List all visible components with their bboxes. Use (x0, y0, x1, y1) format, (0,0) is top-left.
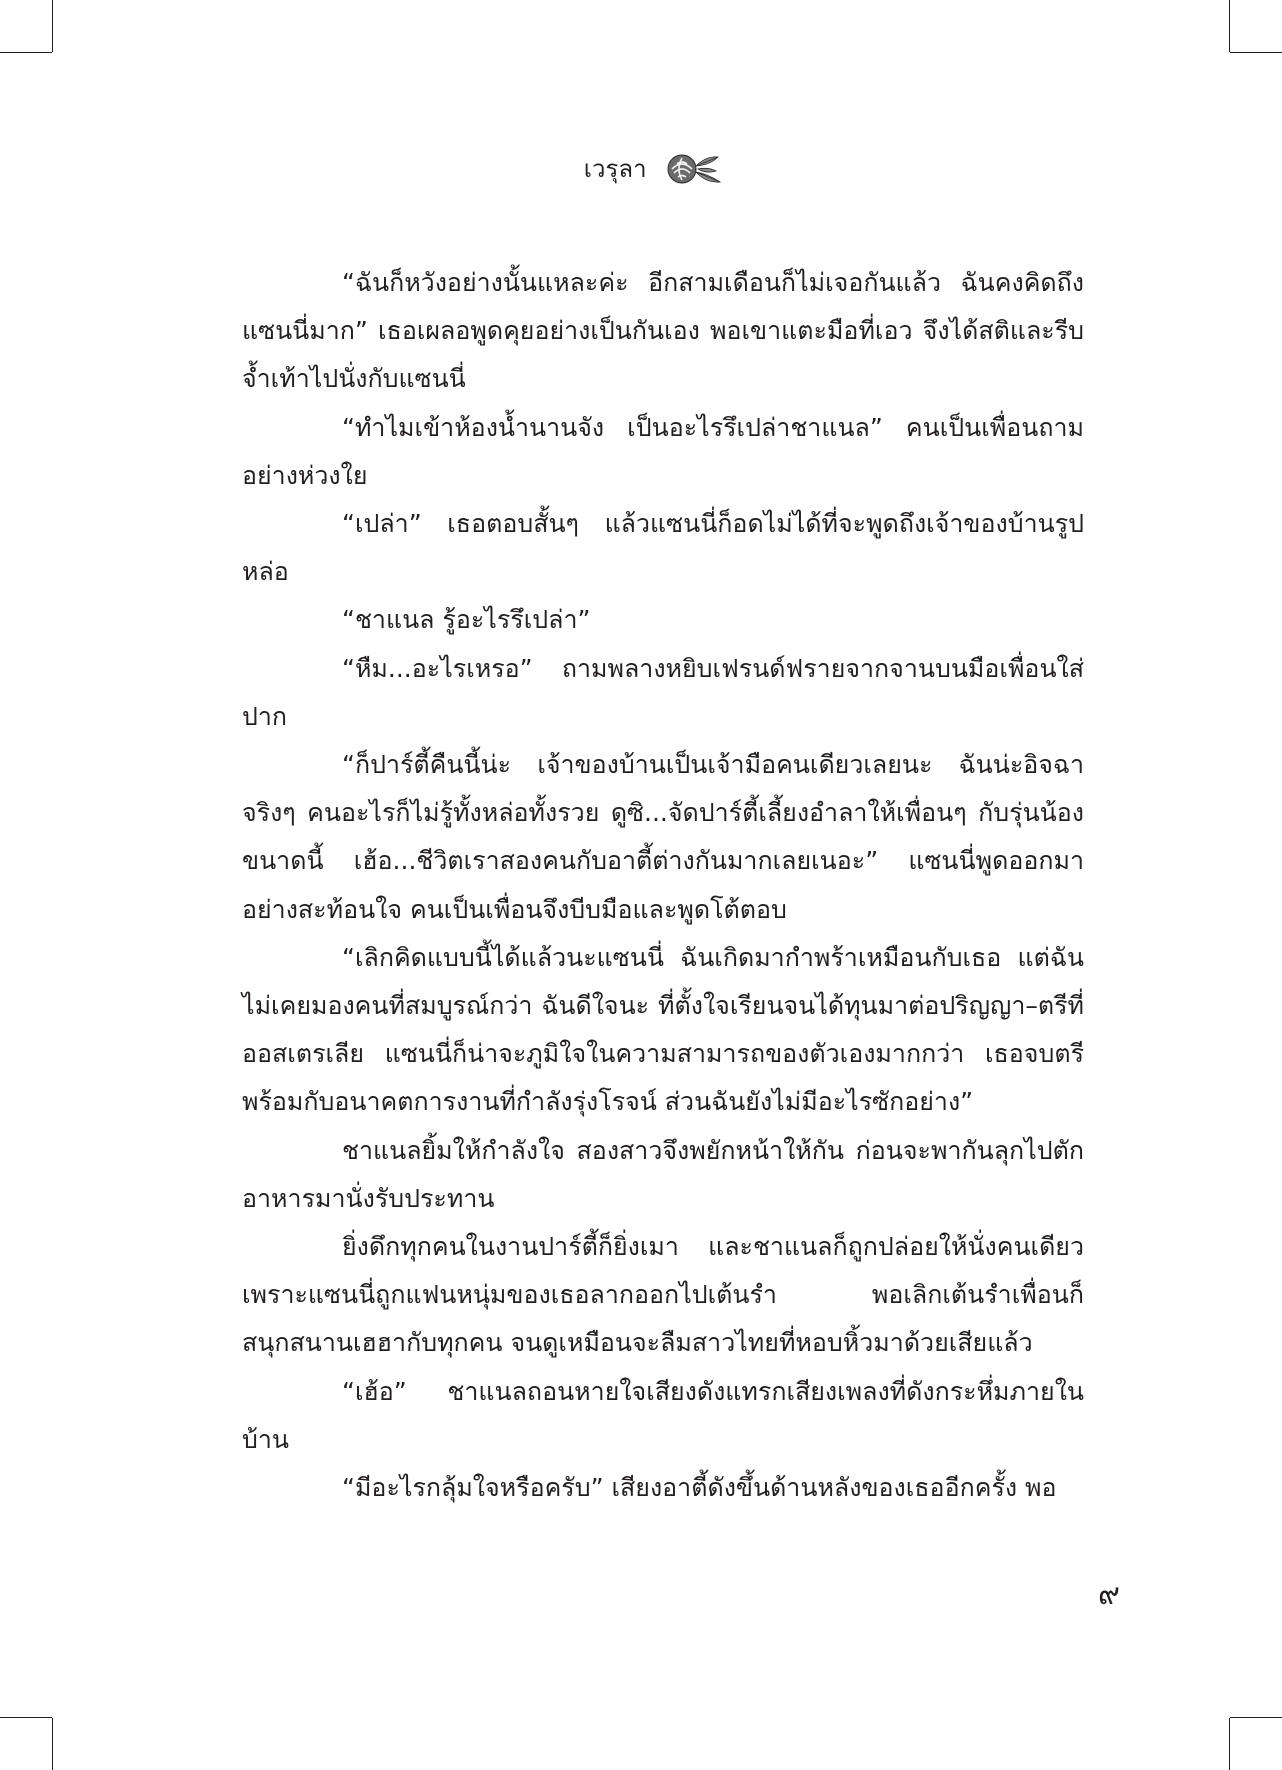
crop-mark (1229, 1718, 1230, 1770)
crop-mark (1229, 0, 1230, 52)
crop-mark (0, 52, 52, 53)
book-title: เวรุลา (583, 155, 647, 183)
paragraph: ยิ่งดึกทุกคนในงานปาร์ตี้ก็ยิ่งเมา และชาแนลก็ถูกปล่อยให้นั่งคนเดียวเพราะแซนนี่ถูกแฟนหนุ่มของเธอลากออกไปเต้นรำ พอเลิกเต้นรำเพื่อนก็สนุกสนานเฮฮากับทุกคน จนดูเหมือนจะลืมสาวไทยที่หอบหิ้วมาด้วยเสียแล้ว (242, 1232, 1084, 1358)
paragraph: “ทำไมเข้าห้องน้ำนานจัง เป็นอะไรรึเปล่าชาแนล” คนเป็นเพื่อนถามอย่างห่วงใย (242, 412, 1084, 490)
paragraph: “เฮ้อ” ชาแนลถอนหายใจเสียงดังแทรกเสียงเพลงที่ดังกระหึ่มภายในบ้าน (242, 1376, 1084, 1454)
paragraph: “ฉันก็หวังอย่างนั้นแหละค่ะ อีกสามเดือนก็ไม่เจอกันแล้ว ฉันคงคิดถึงแซนนี่มาก” เธอเผลอพูดคุยอย่างเป็นกันเอง พอเขาแตะมือที่เอว จึงได้สติและรีบจ้ำเท้าไปนั่งกับแซนนี่ (242, 268, 1084, 394)
paragraph: “ชาแนล รู้อะไรรึเปล่า” (342, 605, 591, 635)
crop-mark (52, 1718, 53, 1770)
body-text (242, 259, 1084, 1512)
paragraph: “มีอะไรกลุ้มใจหรือครับ” เสียงอาตี้ดังขึ้นด้านหลังของเธออีกครั้ง พอ (342, 1473, 1057, 1503)
paragraph: ชาแนลยิ้มให้กำลังใจ สองสาวจึงพยักหน้าให้กัน ก่อนจะพากันลุกไปตักอาหารมานั่งรับประทาน (242, 1135, 1084, 1213)
crop-mark (52, 0, 53, 52)
running-head (0, 152, 1282, 186)
page-number: ๙ (1098, 1577, 1120, 1612)
paragraph: “ก็ปาร์ตี้คืนนี้น่ะ เจ้าของบ้านเป็นเจ้ามือคนเดียวเลยนะ ฉันน่ะอิจฉาจริงๆ คนอะไรก็ไม่รู้ทั้งหล่อทั้งรวย ดูซิ...จัดปาร์ตี้เลี้ยงอำลาให้เพื่อนๆ กับรุ่นน้องขนาดนี้ เฮ้อ...ชีวิตเราสองคนกับอาตี้ต่างกันมากเลยเนอะ” แซนนี่พูดออกมาอย่างสะท้อนใจ คนเป็นเพื่อนจึงบีบมือและพูดโต้ตอบ (242, 750, 1084, 924)
paragraph: “เปล่า” เธอตอบสั้นๆ แล้วแซนนี่ก็อดไม่ได้ที่จะพูดถึงเจ้าของบ้านรูปหล่อ (242, 509, 1084, 587)
crop-mark (1230, 52, 1282, 53)
crop-mark (0, 1717, 52, 1718)
paragraph: “หืม...อะไรเหรอ” ถามพลางหยิบเฟรนด์ฟรายจากจานบนมือเพื่อนใส่ปาก (242, 653, 1084, 731)
crop-mark (1230, 1717, 1282, 1718)
rose-ornament-icon (660, 152, 728, 186)
paragraph: “เลิกคิดแบบนี้ได้แล้วนะแซนนี่ ฉันเกิดมากำพร้าเหมือนกับเธอ แต่ฉันไม่เคยมองคนที่สมบูรณ์กว่า ฉันดีใจนะ ที่ตั้งใจเรียนจนได้ทุนมาต่อปริญญา–ตรีที่ออสเตรเลีย แซนนี่ก็น่าจะภูมิใจในความสามารถของตัวเองมากกว่า เธอจบตรีพร้อมกับอนาคตการงานที่กำลังรุ่งโรจน์ ส่วนฉันยังไม่มีอะไรซักอย่าง” (242, 942, 1084, 1117)
